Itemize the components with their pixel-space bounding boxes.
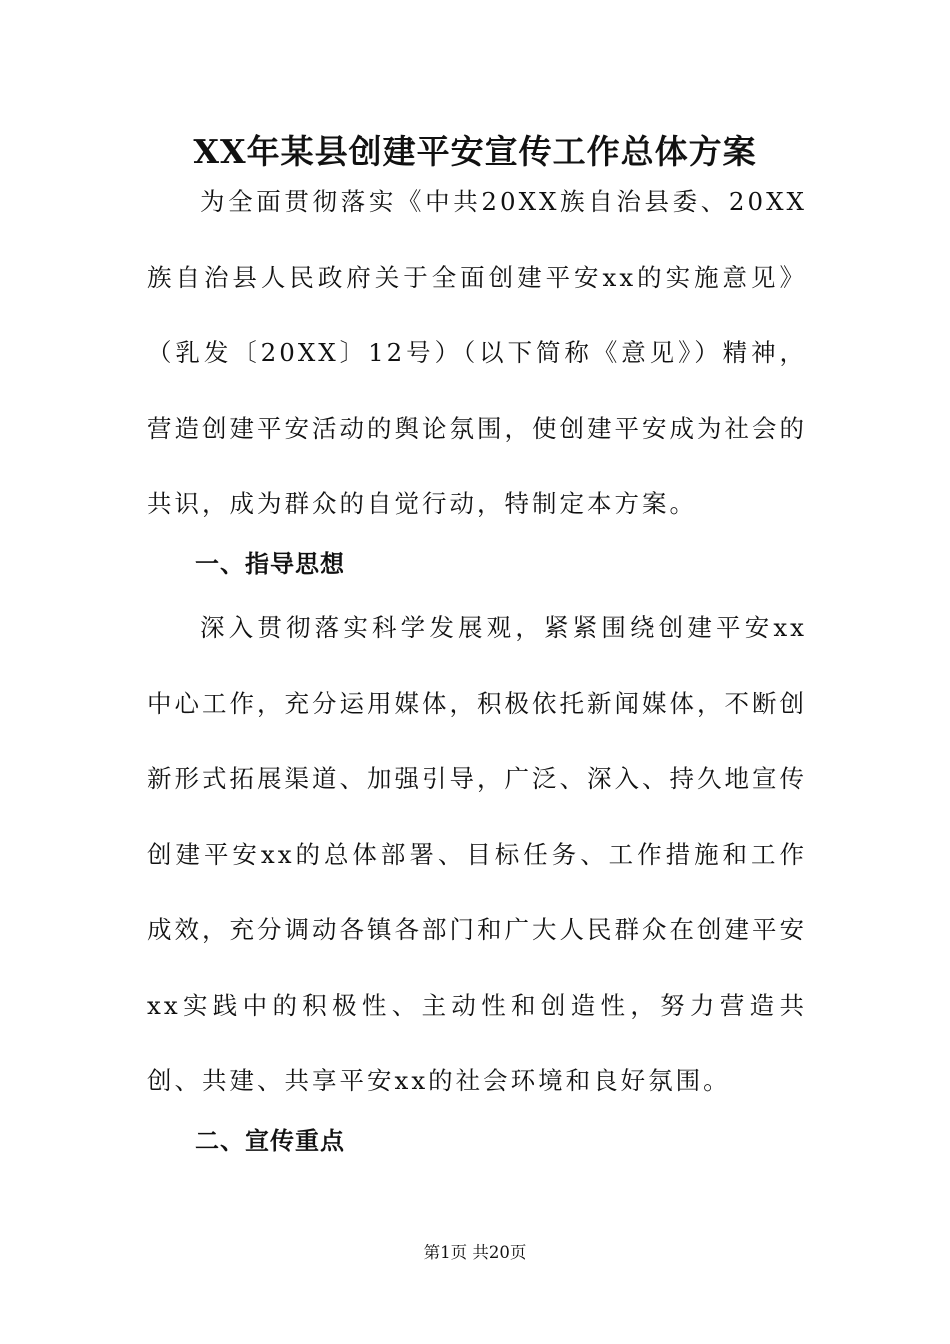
guiding-ideology-paragraph: 深入贯彻落实科学发展观，紧紧围绕创建平安xx中心工作，充分运用媒体，积极依托新闻媒体，不断创新形式拓展渠道、加强引导，广泛、深入、持久地宣传创建平安xx的总体部署、目标任务、工作措施和工作成效，充分调动各镇各部门和广大人民群众在创建平安xx实践中的积极性、主动性和创造性，努力营造共创、共建、共享平安xx的社会环境和良好氛围。	[147, 613, 807, 1095]
page-footer: 第1页 共20页	[423, 1243, 527, 1262]
section-heading-publicity-focus: 二、宣传重点	[195, 1127, 345, 1155]
intro-paragraph: 为全面贯彻落实《中共20XX族自治县委、20XX族自治县人民政府关于全面创建平安xx的实施意见》（乳发〔20XX〕12号）（以下简称《意见》）精神，营造创建平安活动的舆论氛围，使创建平安成为社会的共识，成为群众的自觉行动，特制定本方案。	[147, 187, 807, 518]
section-heading-guiding-ideology: 一、指导思想	[195, 550, 345, 578]
document-title: XX年某县创建平安宣传工作总体方案	[193, 132, 757, 171]
